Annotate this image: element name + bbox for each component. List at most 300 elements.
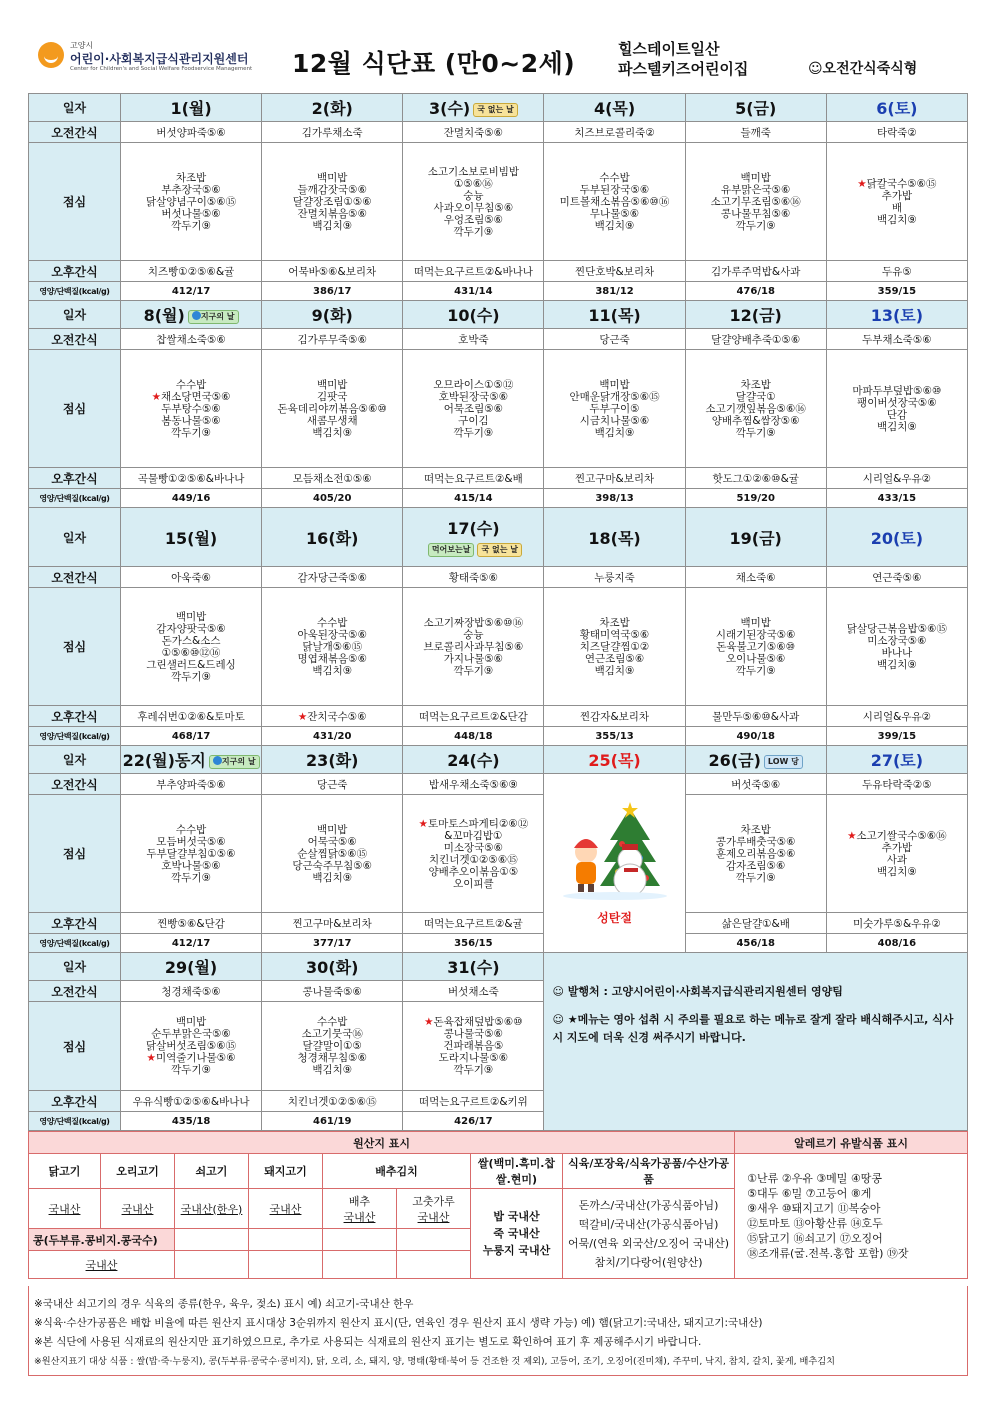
lunch-item: 백김치⑨ [876,420,917,433]
lunch-item: 백김치⑨ [312,664,353,677]
am-snack: 들깨죽 [685,122,826,143]
lunch-item: 깍두기⑨ [735,664,776,677]
day-date: 8(월) [143,306,185,325]
am-snack: 김가루채소죽 [262,122,403,143]
star-icon: ★ [857,177,867,190]
day-header [685,94,826,122]
day-date: 3(수) [429,99,471,118]
lunch-item: 도라지나물⑤⑥ [438,1052,509,1064]
nutrition-value: 412/17 [121,282,262,301]
day-badge: 지구의 날 [188,310,239,324]
allergy-line: ⑤대두 ⑥밀 ⑦고등어 ⑧게 [747,1187,872,1200]
row-label-lunch: 점심 [29,1002,121,1091]
day-header [544,746,685,774]
nutrition-value: 431/14 [403,282,544,301]
day-date: 18(목) [588,528,641,548]
row-label-am: 오전간식 [29,122,121,143]
lunch-menu [403,795,544,913]
lunch-item: 구이김 [458,414,489,427]
row-label-date: 일자 [29,508,121,567]
star-icon: ★ [297,710,308,723]
lunch-item: 명엽채볶음⑤⑥ [297,652,367,665]
kimchi-pepper-origin: 국내산 [417,1210,450,1224]
processed-line: 돈까스/국내산(가공식품아님) [578,1198,719,1212]
publisher-info [544,953,968,1131]
row-label-lunch: 점심 [29,588,121,706]
day-badge: 국 없는 날 [477,543,521,557]
lunch-item: 백미밥 [317,823,348,836]
lunch-menu [262,1002,403,1091]
pm-snack: 모듬채소전①⑤⑥ [262,468,403,489]
day-header [685,508,826,567]
lunch-item: 감자조림⑤⑥ [726,859,786,872]
day-date: 6(토) [876,99,918,118]
page-header [0,0,992,92]
day-date: 5(금) [735,99,777,118]
day-header [403,94,544,122]
row-label-nutrition: 영양/단백질(kcal/g) [29,934,121,953]
day-badge: 먹어보는날 [428,543,475,557]
lunch-item: 소고기짜장밥⑤⑥⑩⑯ [423,616,524,629]
lunch-item: 콩나물무침⑤⑥ [720,207,791,220]
processed-line: 어묵/(연육 외국산/오징어 국내산) [567,1236,730,1250]
nutrition-value: 355/13 [544,727,685,746]
lunch-item: 시래기된장국⑤⑥ [715,628,796,641]
day-date: 22(월)동지 [122,751,206,770]
lunch-menu [121,350,262,468]
day-date: 30(화) [306,958,359,977]
nutrition-value: 356/15 [403,934,544,953]
am-snack: 콩나물죽⑤⑥ [262,981,403,1002]
lunch-menu [826,795,967,913]
day-date: 20(토) [870,528,924,548]
lunch-item: 미소장국⑤⑥ [443,841,504,854]
lunch-item: 들깨감잣국⑤⑥ [297,183,367,196]
allergy-line: ⑨새우 ⑩돼지고기 ⑪복숭아 [747,1202,881,1215]
lunch-item: 어묵국⑤⑥ [307,835,357,848]
origin-bean-label: 콩(두부류.콩비지.콩국수) [29,1229,175,1251]
day-date: 4(목) [593,99,636,118]
lunch-menu [685,350,826,468]
lunch-item: 오므라이스①⑤⑫ [433,378,514,391]
lunch-menu [121,1002,262,1091]
school-name-line1: 힐스테이트일산 [618,40,720,58]
row-label-nutrition: 영양/단백질(kcal/g) [29,282,121,301]
day-header [262,301,403,329]
day-badge: 국 없는 날 [473,103,517,117]
am-snack: 청경채죽⑤⑥ [121,981,262,1002]
note-line: ※본 식단에 사용된 식재료의 원산지만 표기하였으므로, 추가로 사용되는 식재료의 원산지 표기는 별도로 확인하여 표기 후 제공해주시기 바랍니다. [34,1336,702,1348]
lunch-item: 차조밥 [740,823,771,836]
pm-snack: 치킨너겟①②⑤⑥⑮ [262,1091,403,1112]
lunch-item: 새콤무생채 [306,414,358,427]
lunch-item: 백김치⑨ [312,1064,353,1076]
lunch-item: 백김치⑨ [876,213,917,226]
row-label-nutrition: 영양/단백질(kcal/g) [29,489,121,508]
lunch-item: 깍두기⑨ [735,426,776,439]
lunch-menu [544,588,685,706]
lunch-item: 순살찜닭⑤⑥⑮ [297,847,368,860]
origin-bean: 국내산 [29,1251,175,1279]
am-snack: 두유타락죽②⑤ [826,774,967,795]
nutrition-value: 415/14 [403,489,544,508]
allergy-line: ⑫토마토 ⑬아황산류 ⑭호두 [747,1217,883,1230]
origin-rice [471,1189,563,1279]
pm-snack: 찐고구마&보리차 [262,913,403,934]
day-header [121,746,262,774]
lunch-menu [403,350,544,468]
day-header [403,953,544,981]
pm-snack: 우유식빵①②⑤⑥&바나나 [121,1091,262,1112]
lunch-item: 마파두부덮밥⑤⑥⑩ [852,384,942,397]
nutrition-value: 408/16 [826,934,967,953]
origin-pork: 국내산 [249,1189,323,1229]
allergy-line: ⑱조개류(굴.전복.홍합 포함) ⑲잣 [747,1247,909,1260]
row-label-am: 오전간식 [29,567,121,588]
lunch-item: 치즈달걀찜①② [579,640,650,653]
lunch-item: 돈육불고기⑤⑥⑩ [716,640,796,653]
lunch-menu [826,143,967,261]
nutrition-value: 433/15 [826,489,967,508]
kimchi-cabbage-origin: 국내산 [343,1210,376,1224]
lunch-item: 소고기깻잎볶음⑤⑥⑯ [705,402,806,415]
lunch-item: 우엉조림⑤⑥ [443,213,504,226]
center-logo [38,40,268,80]
pm-snack: 후레쉬번①②⑥&토마토 [121,706,262,727]
row-label-date: 일자 [29,953,121,981]
day-badges [185,306,239,325]
nutrition-value: 456/18 [685,934,826,953]
am-snack: 버섯죽⑤⑥ [685,774,826,795]
lunch-item: 깍두기⑨ [171,670,211,683]
pm-snack: 떠먹는요구르트②&바나나 [403,261,544,282]
rice-line: 밥 국내산 [493,1210,540,1223]
star-icon: ★ [418,817,428,830]
lunch-item: ★소고기쌀국수⑤⑥⑯ [847,829,947,842]
lunch-item: 숭늉 [463,189,484,202]
lunch-item: 두부구이⑤ [589,402,640,415]
allergy-line: ⑮닭고기 ⑯쇠고기 ⑰오징어 [747,1232,883,1245]
processed-line: 떡갈비/국내산(가공식품아님) [578,1217,719,1231]
lunch-item: ★토마토스파게티②⑥⑫ [418,817,529,830]
nutrition-value: 435/18 [121,1112,262,1131]
lunch-item: ★돈육잡채덮밥⑤⑥⑩ [424,1016,523,1028]
processed-line: 참치/기다랑어(원양산) [594,1255,703,1269]
am-snack: 당근죽 [262,774,403,795]
star-icon: ★ [847,829,857,842]
lunch-item: 수수밥 [317,616,348,629]
lunch-menu [262,795,403,913]
lunch-item: 유부맑은국⑤⑥ [720,183,791,196]
lunch-item: 백미밥 [317,378,348,391]
lunch-item: 팽이버섯장국⑤⑥ [857,396,937,409]
day-date: 2(화) [311,99,353,118]
day-header [826,94,967,122]
row-label-lunch: 점심 [29,143,121,261]
origin-kimchi-pepper [397,1189,471,1229]
notes [34,1295,964,1371]
pm-snack: 시리얼&우유② [826,468,967,489]
lunch-menu [121,588,262,706]
nutrition-value: 405/20 [262,489,403,508]
day-date: 13(토) [870,306,924,325]
pm-snack: 찐고구마&보리차 [544,468,685,489]
lunch-item: 소고기소보로비빔밥 [427,165,520,178]
lunch-item: 추가밥 [881,189,913,202]
lunch-item: 당근숙주무침⑤⑥ [292,859,373,872]
rice-line: 누룽지 국내산 [482,1244,551,1257]
pm-snack: 떠먹는요구르트②&배 [403,468,544,489]
allergy-title: 알레르기 유발식품 표시 [735,1132,968,1154]
pm-snack: 떠먹는요구르트②&단감 [403,706,544,727]
origin-col-processed: 식육/포장육/식육가공품/수산가공품 [563,1154,735,1189]
smile-logo-icon [38,42,64,68]
nutrition-value: 449/16 [121,489,262,508]
lunch-item: 청경채무침⑤⑥ [297,1052,367,1064]
lunch-item: 미트볼채소볶음⑤⑥⑩⑯ [559,195,670,208]
day-header [121,953,262,981]
am-snack: 당근죽 [544,329,685,350]
lunch-item: 깍두기⑨ [453,225,494,238]
row-label-am: 오전간식 [29,329,121,350]
day-badge: 지구의 날 [209,755,260,769]
lunch-item: 치킨너겟①②⑤⑥⑮ [429,853,518,866]
day-header [403,746,544,774]
lunch-item: 수수밥 [175,823,207,836]
row-label-nutrition: 영양/단백질(kcal/g) [29,1112,121,1131]
origin-title: 원산지 표시 [29,1132,735,1154]
lunch-item: 연근조림⑤⑥ [584,652,645,665]
logo-english: Center for Children's and Social Welfare Foodservice Management [70,66,253,72]
day-header [685,746,826,774]
lunch-item: 깍두기⑨ [171,219,211,232]
pm-snack: 물만두⑤⑥⑩&사과 [685,706,826,727]
lunch-item: 닭살버섯조림⑤⑥⑮ [145,1040,237,1052]
lunch-menu [826,588,967,706]
lunch-item: ①⑤⑥⑩⑫⑯ [161,646,221,659]
lunch-item: 황태미역국⑤⑥ [579,628,650,641]
day-date: 10(수) [447,306,500,325]
nutrition-value: 398/13 [544,489,685,508]
am-snack: 아욱죽⑥ [121,567,262,588]
row-label-date: 일자 [29,301,121,329]
day-header [826,746,967,774]
lunch-item: 깍두기⑨ [735,871,776,884]
row-label-pm: 오후간식 [29,706,121,727]
origin-chicken: 국내산 [29,1189,101,1229]
lunch-item: 차조밥 [175,171,207,184]
lunch-item: 백김치⑨ [594,664,635,677]
am-snack: 두부채소죽⑤⑥ [826,329,967,350]
lunch-item: 감자양팟국⑤⑥ [156,622,226,635]
day-header [262,953,403,981]
lunch-item: 가지나물⑤⑥ [443,652,504,665]
lunch-menu [403,588,544,706]
lunch-menu [826,350,967,468]
row-label-am: 오전간식 [29,774,121,795]
lunch-item: 두부탕수⑤⑥ [161,402,221,415]
lunch-item: 차조밥 [599,616,630,629]
lunch-item: 백미밥 [175,1016,207,1028]
day-header [544,94,685,122]
pm-snack: 두유⑤ [826,261,967,282]
day-date: 12(금) [729,306,782,325]
row-label-pm: 오후간식 [29,468,121,489]
day-header [403,301,544,329]
note-line: ※식육·수산가공품은 배합 비율에 따른 원산지 표시대상 3순위까지 원산지 표시(단, 연육인 경우 원산지 표시 생략 가능) 예) 햄(닭고기:국내산, 돼지고기:국내산) [34,1317,763,1329]
day-badge: LOW 당 [764,755,803,769]
lunch-item: 안매운닭개장⑤⑥⑮ [569,390,660,403]
origin-col-kimchi: 배추김치 [323,1154,471,1189]
pm-snack: 떠먹는요구르트②&귤 [403,913,544,934]
pm-snack: 김가루주먹밥&사과 [685,261,826,282]
pm-snack: 미숫가루⑤&우유② [826,913,967,934]
lunch-item: 건파래볶음⑤ [443,1040,504,1052]
lunch-item: 돈육데리야끼볶음⑤⑥⑩ [277,402,387,415]
nutrition-value: 377/17 [262,934,403,953]
note-line: ※국내산 쇠고기의 경우 식육의 종류(한우, 육우, 젖소) 표시 예) 쇠고기-국내산 한우 [34,1298,414,1310]
lunch-item: 무나물⑤⑥ [589,207,640,220]
am-snack: 치즈브로콜리죽② [544,122,685,143]
lunch-item: 닭살양념구이⑤⑥⑮ [145,195,237,208]
origin-processed [563,1189,735,1279]
lunch-item: 소고기뭇국⑯ [301,1028,363,1040]
pm-snack: 삶은달걀①&배 [685,913,826,934]
lunch-item: 백미밥 [740,616,771,629]
lunch-item: 봄동나물⑤⑥ [161,414,221,427]
pm-snack: 떠먹는요구르트②&키위 [403,1091,544,1112]
school-name-line2: 파스텔키즈어린이집 [618,60,749,78]
nutrition-value: 431/20 [262,727,403,746]
day-date: 17(수) [447,519,500,538]
christmas-snowman-icon [560,800,670,900]
lunch-item: 백미밥 [740,171,771,184]
lunch-item: 수수밥 [175,378,207,391]
origin-col-duck: 오리고기 [101,1154,175,1189]
am-snack: 버섯양파죽⑤⑥ [121,122,262,143]
rice-line: 죽 국내산 [493,1227,540,1240]
origin-duck: 국내산 [101,1189,175,1229]
am-snack: 밥새우채소죽⑤⑥⑨ [403,774,544,795]
day-header [544,301,685,329]
earth-icon [213,756,222,765]
origin-col-rice: 쌀(백미.흑미.찹쌀.현미) [471,1154,563,1189]
nutrition-value: 426/17 [403,1112,544,1131]
origin-col-beef: 쇠고기 [175,1154,249,1189]
menu-table [28,93,968,1131]
lunch-menu [685,795,826,913]
day-date: 9(화) [311,306,353,325]
lunch-item: 오이피클 [453,877,494,890]
lunch-item: 차조밥 [740,378,771,391]
am-snack: 감자당근죽⑤⑥ [262,567,403,588]
lunch-menu [262,143,403,261]
nutrition-value: 448/18 [403,727,544,746]
day-badges [206,751,260,770]
lunch-item: 달걀국① [735,390,776,403]
am-snack: 달걀양배추죽①⑤⑥ [685,329,826,350]
day-header [121,508,262,567]
row-label-nutrition: 영양/단백질(kcal/g) [29,727,121,746]
lunch-item: 백김치⑨ [312,426,353,439]
lunch-item: 깍두기⑨ [453,1064,494,1076]
lunch-item: 모듬버섯국⑤⑥ [156,835,226,848]
day-header [121,94,262,122]
lunch-menu [685,588,826,706]
publisher-line: ☺ 발행처 : 고양시어린이·사회복지급식관리지원센터 영양팀 [552,985,843,998]
day-date: 1(월) [170,99,212,118]
lunch-item: 수수밥 [599,171,630,184]
lunch-item: ★미역줄기나물⑤⑥ [146,1052,236,1064]
row-label-pm: 오후간식 [29,261,121,282]
lunch-item: 순두부맑은국⑤⑥ [151,1028,231,1040]
lunch-item: 깍두기⑨ [453,426,494,439]
lunch-item: 호박된장국⑤⑥ [438,390,509,403]
row-label-pm: 오후간식 [29,913,121,934]
pm-snack: 어묵바⑤⑥&보리차 [262,261,403,282]
day-date: 24(수) [447,751,500,770]
lunch-item: 달걀장조림①⑤⑥ [292,195,372,208]
lunch-item: 백김치⑨ [876,658,917,671]
star-icon: ★ [151,390,162,403]
kimchi-cabbage-label: 배추 [348,1194,371,1208]
lunch-menu [403,1002,544,1091]
day-date: 26(금) [708,751,761,770]
nutrition-value: 412/17 [121,934,262,953]
star-icon: ★ [424,1016,434,1028]
am-snack: 잔멸치죽⑤⑥ [403,122,544,143]
am-snack: 호박죽 [403,329,544,350]
origin-kimchi-cabbage [323,1189,397,1229]
lunch-menu [544,143,685,261]
am-snack: 황태죽⑤⑥ [403,567,544,588]
lunch-item: 오이나물⑤⑥ [726,652,786,665]
lunch-item: 두부된장국⑤⑥ [579,183,650,196]
row-label-pm: 오후간식 [29,1091,121,1112]
lunch-item: 깍두기⑨ [171,1064,211,1076]
day-header [826,508,967,567]
am-snack: 연근죽⑤⑥ [826,567,967,588]
note-line: ※원산지표기 대상 식품 : 쌀(밥·죽·누룽지), 콩(두부류·콩국수·콩비지), 닭, 오리, 소, 돼지, 양, 명태(황태·북어 등 건조한 것 제외), 고등어, 조기, 오징어(진미채), 주꾸미, 낙지, 참치, 갈치, 꽃게, 배추김치 [34,1356,836,1367]
allergy-list [735,1154,968,1279]
day-header [262,746,403,774]
lunch-item: 백김치⑨ [312,871,353,884]
am-snack: 누룽지죽 [544,567,685,588]
lunch-item: 양배추오이볶음①⑤ [428,865,519,878]
day-header [544,508,685,567]
lunch-item: 콩나물국⑤⑥ [443,1028,504,1040]
lunch-item: ★닭칼국수⑤⑥⑮ [857,177,937,190]
lunch-item: 소고기무조림⑤⑥⑯ [710,195,801,208]
lunch-item: &꼬마김밥① [444,829,503,842]
lunch-item: 브로콜리사과무침⑤⑥ [423,640,524,653]
pm-snack: 찐빵⑤⑥&단감 [121,913,262,934]
lunch-menu [121,143,262,261]
nutrition-value: 381/12 [544,282,685,301]
origin-col-pork: 돼지고기 [249,1154,323,1189]
nutrition-value: 461/19 [262,1112,403,1131]
lunch-item: 수수밥 [317,1016,348,1028]
lunch-item: 호박나물⑤⑥ [161,859,221,872]
lunch-item: 배 [891,201,902,214]
pm-snack: 찐단호박&보리차 [544,261,685,282]
day-date: 15(월) [164,528,218,548]
pm-snack: 시리얼&우유② [826,706,967,727]
am-snack: 버섯채소죽 [403,981,544,1002]
lunch-item: 시금치나물⑤⑥ [579,414,650,427]
lunch-item: 백미밥 [317,171,348,184]
school-name [618,39,748,79]
